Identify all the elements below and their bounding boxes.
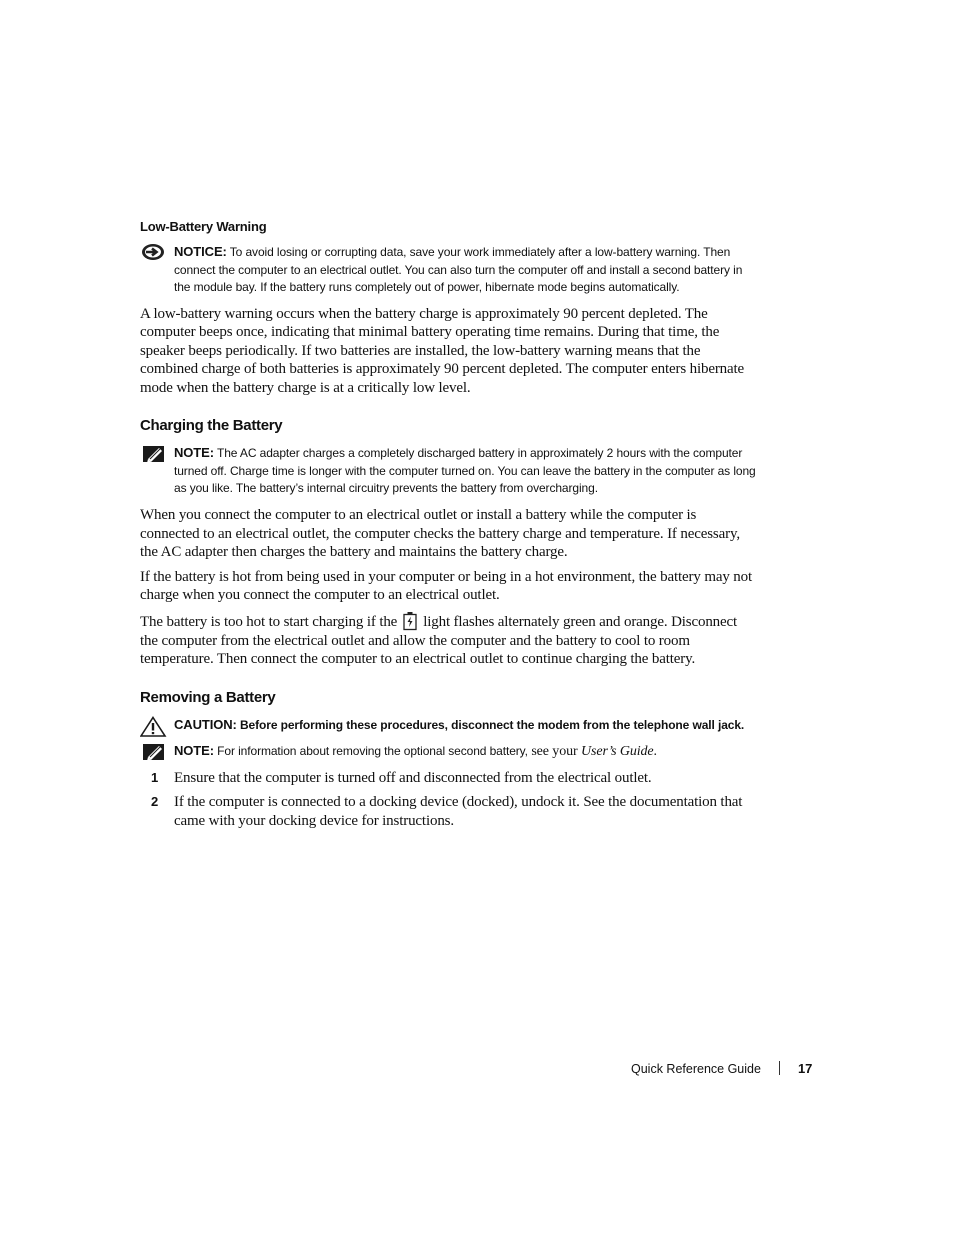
caution-text: Before performing these procedures, disconnect the modem from the telephone wall jack. bbox=[236, 717, 745, 732]
charging-para-2: If the battery is hot from being used in your computer or being in a hot environment, the battery may not charge when you connect the computer to an electrical outlet. bbox=[140, 568, 753, 604]
removal-steps bbox=[140, 769, 758, 831]
notice-text: To avoid losing or corrupting data, save your work immediately after a low-battery warning. Then connect the computer to an electrical outlet. You can also turn the computer off and install a second battery in the module bay. If the battery runs completely out of power, hibernate mode begins automatically. bbox=[174, 245, 743, 294]
list-item bbox=[140, 793, 758, 830]
notice-label: NOTICE: bbox=[174, 244, 227, 259]
low-battery-body: A low-battery warning occurs when the battery charge is approximately 90 percent depleted. The computer beeps once, indicating that minimal battery operating time remains. During that time, the speaker beeps periodically. If two batteries are installed, the low-battery warning means that the combined charge of both batteries is approximately 90 percent depleted. The computer enters hibernate mode when the battery charge is at a critically low level. bbox=[140, 305, 745, 396]
removing-heading: Removing a Battery bbox=[140, 688, 276, 706]
note-text-serif: see your bbox=[527, 744, 581, 760]
battery-status-icon bbox=[402, 611, 418, 631]
note-label: NOTE: bbox=[174, 445, 214, 461]
charging-note-callout bbox=[140, 444, 758, 498]
step-number: 1 bbox=[151, 769, 159, 785]
step-text: If the computer is connected to a docking device (docked), undock it. See the documentation that came with your docking device for instructions. bbox=[174, 794, 743, 829]
note-text-end: . bbox=[653, 744, 657, 760]
charging-para-1: When you connect the computer to an electrical outlet or install a battery while the computer is connected to an electrical outlet, the computer checks the battery charge and temperature. If necessary, the AC adapter then charges the battery and maintains the battery charge. bbox=[140, 506, 740, 561]
notice-callout bbox=[140, 243, 758, 297]
list-item bbox=[140, 769, 758, 788]
removing-note-callout bbox=[140, 742, 758, 761]
caution-label: CAUTION: bbox=[174, 716, 237, 732]
page-content bbox=[140, 219, 758, 837]
charging-para-3-after: light flashes alternately green and orange. Disconnect the computer from the electrical outlet and allow the computer and the battery to cool to room temperature. Then connect the computer to an electrical outlet to continue charging the battery. bbox=[140, 613, 738, 668]
note-pencil-icon bbox=[140, 444, 168, 466]
charging-para-3-before: The battery is too hot to start charging if the bbox=[140, 613, 398, 630]
page-number: 17 bbox=[797, 1061, 813, 1076]
charging-para-3 bbox=[140, 611, 758, 669]
low-battery-heading: Low-Battery Warning bbox=[140, 219, 267, 234]
footer-divider bbox=[779, 1061, 780, 1075]
page-footer bbox=[631, 1061, 812, 1076]
note-label: NOTE: bbox=[174, 743, 214, 759]
note-pencil-icon bbox=[140, 742, 168, 764]
charging-heading: Charging the Battery bbox=[140, 417, 283, 435]
note-text-sans: For information about removing the optional second battery, bbox=[213, 744, 528, 759]
step-number: 2 bbox=[151, 794, 159, 810]
caution-triangle-icon bbox=[140, 716, 168, 738]
step-text: Ensure that the computer is turned off and disconnected from the electrical outlet. bbox=[174, 769, 652, 786]
note-text: The AC adapter charges a completely discharged battery in approximately 2 hours with the computer turned off. Charge time is longer with the computer turned on. You can leave the battery in the computer as long as you like. The battery’s internal circuitry prevents the battery from overcharging. bbox=[174, 446, 756, 496]
notice-icon bbox=[140, 243, 168, 265]
users-guide-title: User’s Guide bbox=[580, 744, 654, 760]
footer-title: Quick Reference Guide bbox=[631, 1062, 761, 1076]
caution-callout bbox=[140, 716, 758, 735]
